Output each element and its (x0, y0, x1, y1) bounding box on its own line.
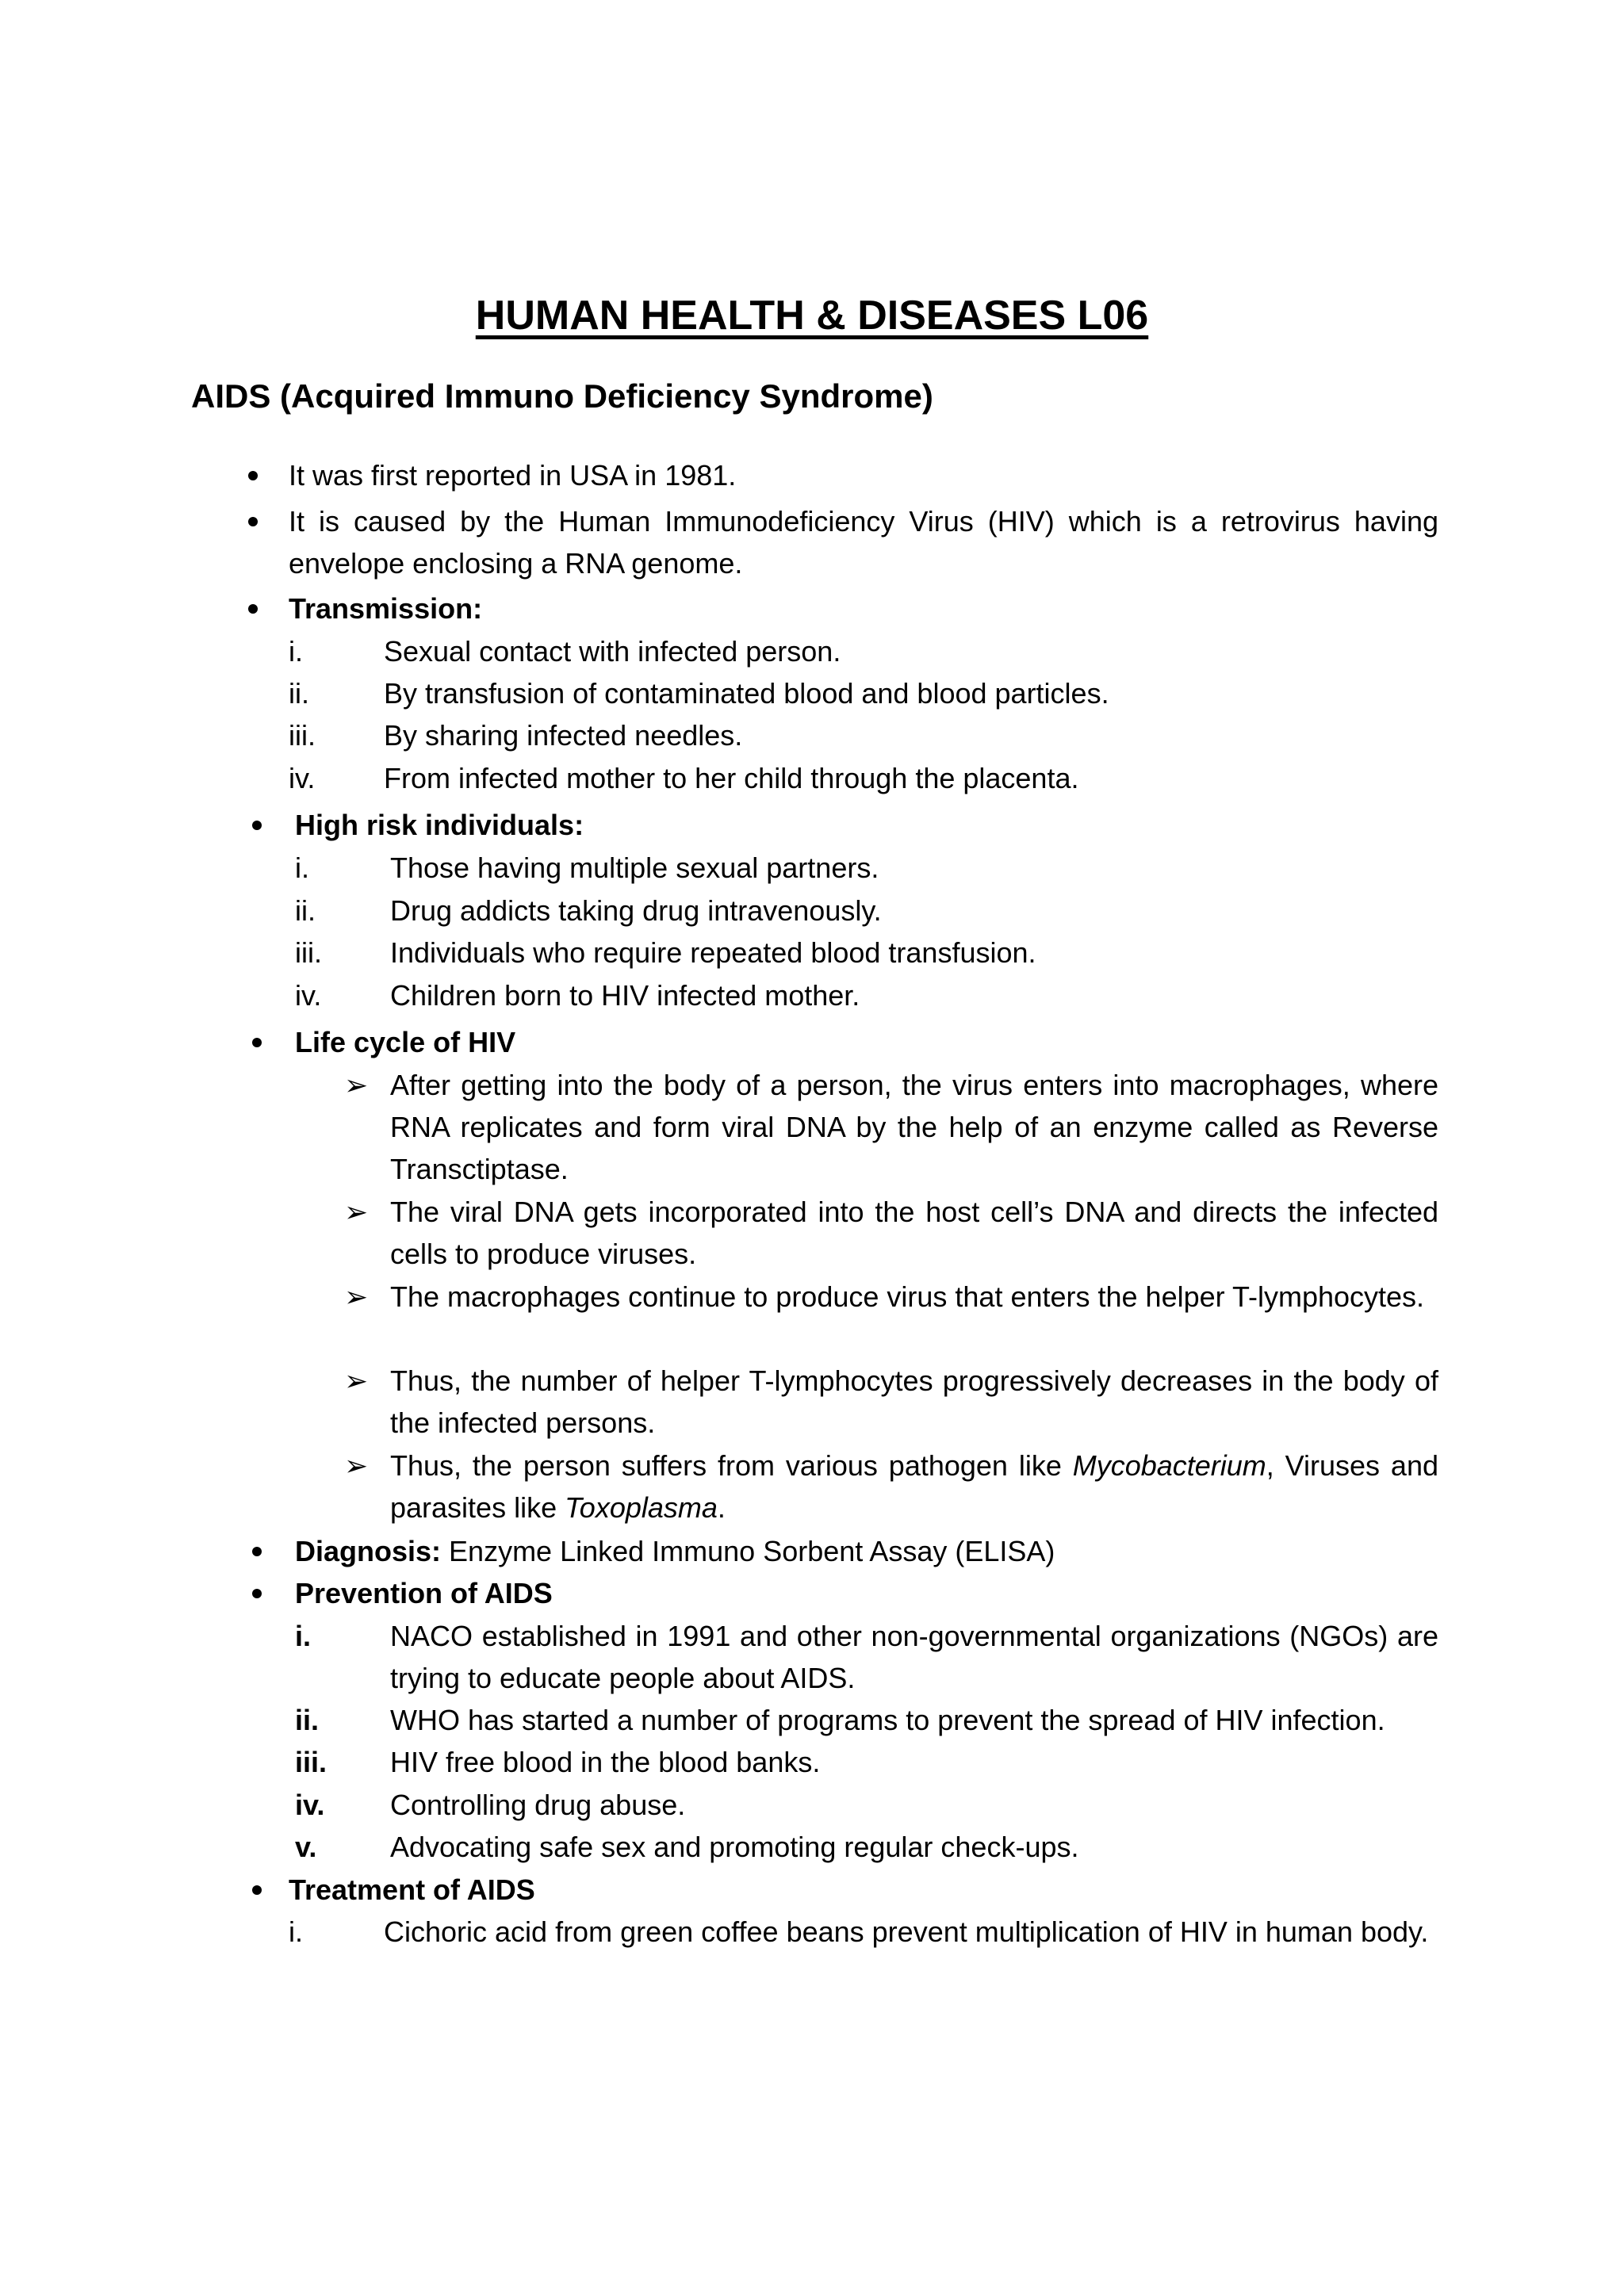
list-item: From infected mother to her child through the placenta. (384, 762, 1079, 794)
list-number: i. (295, 1620, 312, 1652)
list-item: NACO established in 1991 and other non-governmental organizations (NGOs) are trying to educate people about AIDS. (390, 1620, 1438, 1694)
bullet-icon (248, 471, 258, 480)
arrow-bullet-icon: ➢ (344, 1196, 369, 1228)
list-item: Advocating safe sex and promoting regular check-ups. (390, 1831, 1079, 1863)
italic-term: Mycobacterium (1072, 1449, 1266, 1482)
list-item: Cichoric acid from green coffee beans prevent multiplication of HIV in human body. (384, 1915, 1429, 1948)
list-number: iv. (295, 979, 322, 1012)
bullet-icon (252, 821, 262, 830)
list-item: Those having multiple sexual partners. (390, 851, 879, 884)
bullet-icon (248, 517, 258, 526)
bullet-icon (252, 1589, 262, 1598)
list-number: v. (295, 1831, 317, 1863)
life-cycle-label: Life cycle of HIV (295, 1026, 516, 1058)
arrow-bullet-icon: ➢ (344, 1364, 369, 1397)
list-number: i. (295, 851, 309, 884)
list-number: ii. (295, 894, 316, 927)
list-number: i. (289, 635, 303, 668)
list-number: iv. (289, 762, 316, 794)
list-item: Controlling drug abuse. (390, 1789, 686, 1821)
list-item: Children born to HIV infected mother. (390, 979, 860, 1012)
list-number: ii. (295, 1704, 320, 1736)
bullet-icon (252, 1547, 262, 1556)
list-number: i. (289, 1915, 303, 1948)
text-run: . (717, 1491, 726, 1524)
intro-item: It was first reported in USA in 1981. (289, 459, 737, 492)
high-risk-label: High risk individuals: (295, 809, 584, 841)
list-number: ii. (289, 677, 309, 710)
life-cycle-item: Thus, the number of helper T-lymphocytes progressively decreases in the body of the infected persons. (390, 1364, 1438, 1439)
list-item: By sharing infected needles. (384, 719, 743, 752)
arrow-bullet-icon: ➢ (344, 1449, 369, 1482)
text-run: , Viruses and parasites like (390, 1449, 1438, 1524)
arrow-bullet-icon: ➢ (344, 1280, 369, 1313)
text-run: Thus, the person suffers from various pathogen like (390, 1449, 1073, 1482)
list-item: HIV free blood in the blood banks. (390, 1746, 821, 1778)
intro-item: It is caused by the Human Immunodeficiency Virus (HIV) which is a retrovirus having envelope enclosing a RNA genome. (289, 505, 1438, 580)
bullet-icon (252, 1038, 262, 1047)
diagnosis-line (295, 1530, 1438, 1572)
treatment-label: Treatment of AIDS (289, 1873, 535, 1906)
list-item: Individuals who require repeated blood transfusion. (390, 936, 1036, 969)
list-number: iii. (295, 936, 322, 969)
list-number: iv. (295, 1789, 325, 1821)
life-cycle-item: The viral DNA gets incorporated into the host cell’s DNA and directs the infected cells to produce viruses. (390, 1196, 1438, 1270)
arrow-bullet-icon: ➢ (344, 1069, 369, 1101)
section-heading: AIDS (Acquired Immuno Deficiency Syndrome) (191, 377, 933, 415)
life-cycle-item: The macrophages continue to produce virus that enters the helper T-lymphocytes. (390, 1280, 1425, 1313)
italic-term: Toxoplasma (565, 1491, 718, 1524)
prevention-label: Prevention of AIDS (295, 1577, 553, 1609)
list-item: Sexual contact with infected person. (384, 635, 841, 668)
bullet-icon (252, 1885, 262, 1895)
bullet-icon (248, 604, 258, 614)
list-item: WHO has started a number of programs to prevent the spread of HIV infection. (390, 1704, 1385, 1736)
list-number: iii. (289, 719, 316, 752)
list-number: iii. (295, 1746, 327, 1778)
diagnosis-text: Enzyme Linked Immuno Sorbent Assay (ELISA) (441, 1535, 1055, 1567)
life-cycle-item (390, 1445, 1438, 1529)
list-item: By transfusion of contaminated blood and blood particles. (384, 677, 1109, 710)
list-item: Drug addicts taking drug intravenously. (390, 894, 882, 927)
diagnosis-label: Diagnosis: (295, 1535, 442, 1567)
life-cycle-item: After getting into the body of a person, the virus enters into macrophages, where RNA replicates and form viral DNA by the help of an enzyme called as Reverse Transctiptase. (390, 1069, 1438, 1185)
page-title: HUMAN HEALTH & DISEASES L06 (475, 293, 1149, 339)
transmission-label: Transmission: (289, 592, 483, 625)
